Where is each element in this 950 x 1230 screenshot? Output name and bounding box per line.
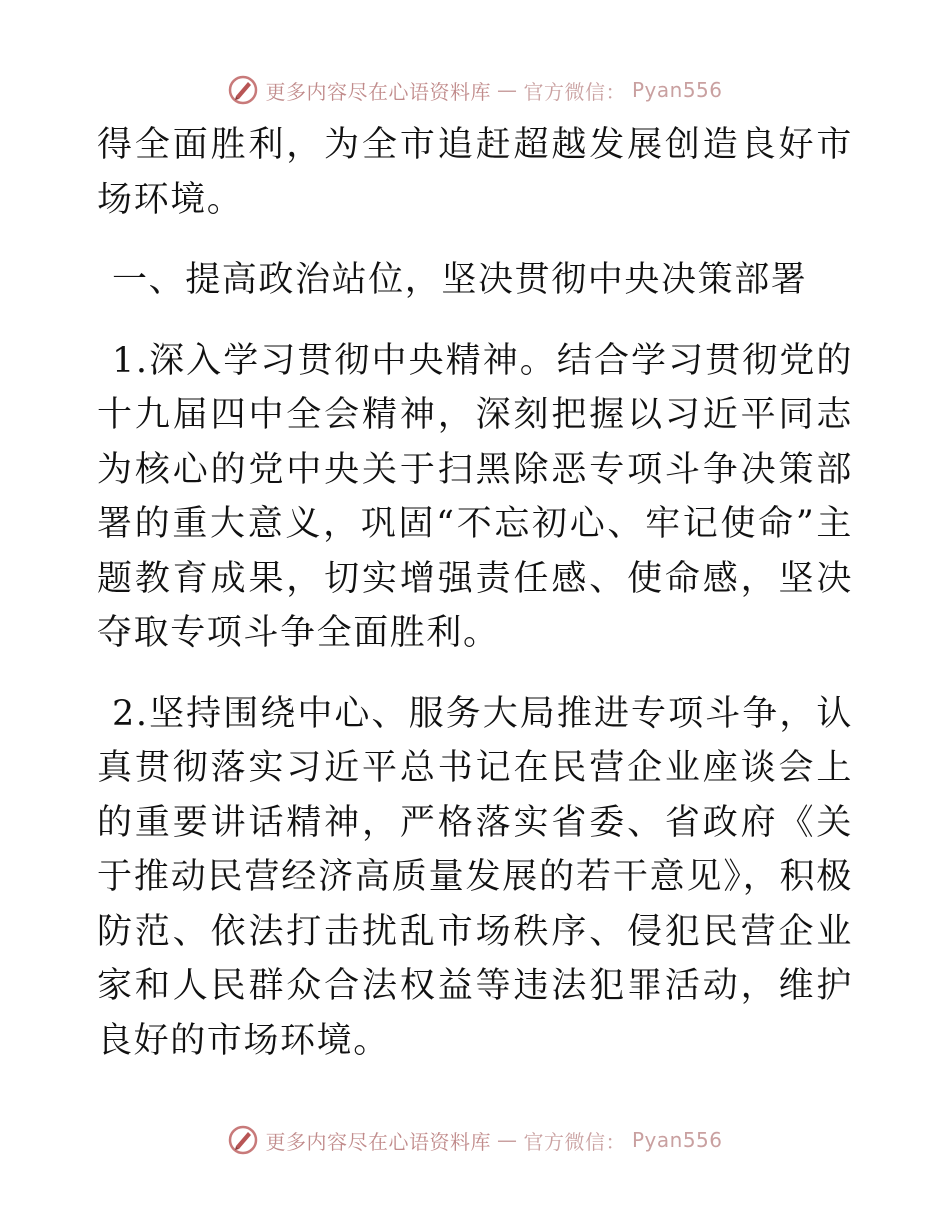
watermark-dash: — (496, 1128, 518, 1152)
watermark-dash: — (496, 78, 518, 102)
watermark-wechat-id: Pyan556 (631, 1128, 723, 1152)
page-footer-watermark (0, 1120, 950, 1160)
watermark-official-label: 官方微信： (523, 79, 626, 104)
watermark-brand-text: 更多内容尽在心语资料库 (265, 79, 491, 104)
section-heading: 一、提高政治站位，坚决贯彻中央决策部署 (112, 260, 808, 300)
paragraph-item-1: 1.深入学习贯彻中央精神。结合学习贯彻党的十九届四中全会精神，深刻把握以习近平同志为核心的党中央关于扫黑除恶专项斗争决策部署的重大意义，巩固“不忘初心、牢记使命”主题教育成果，切实增强责任感、使命感，坚决夺取专项斗争全面胜利。 (97, 340, 853, 653)
page-header-watermark (0, 70, 950, 110)
watermark-brand-text: 更多内容尽在心语资料库 (265, 1129, 491, 1154)
paragraph-item-2: 2.坚持围绕中心、服务大局推进专项斗争，认真贯彻落实习近平总书记在民营企业座谈会上的重要讲话精神，严格落实省委、省政府《关于推动民营经济高质量发展的若干意见》，积极防范、依法打击扰乱市场秩序、侵犯民营企业家和人民群众合法权益等违法犯罪活动，维护良好的市场环境。 (97, 693, 853, 1061)
watermark-wechat-id: Pyan556 (631, 78, 723, 102)
brand-logo-icon (227, 74, 259, 106)
brand-logo-icon (227, 1124, 259, 1156)
watermark-official-label: 官方微信： (523, 1129, 626, 1154)
document-body (97, 118, 853, 1068)
paragraph-continuation: 得全面胜利，为全市追赶超越发展创造良好市场环境。 (97, 125, 853, 220)
